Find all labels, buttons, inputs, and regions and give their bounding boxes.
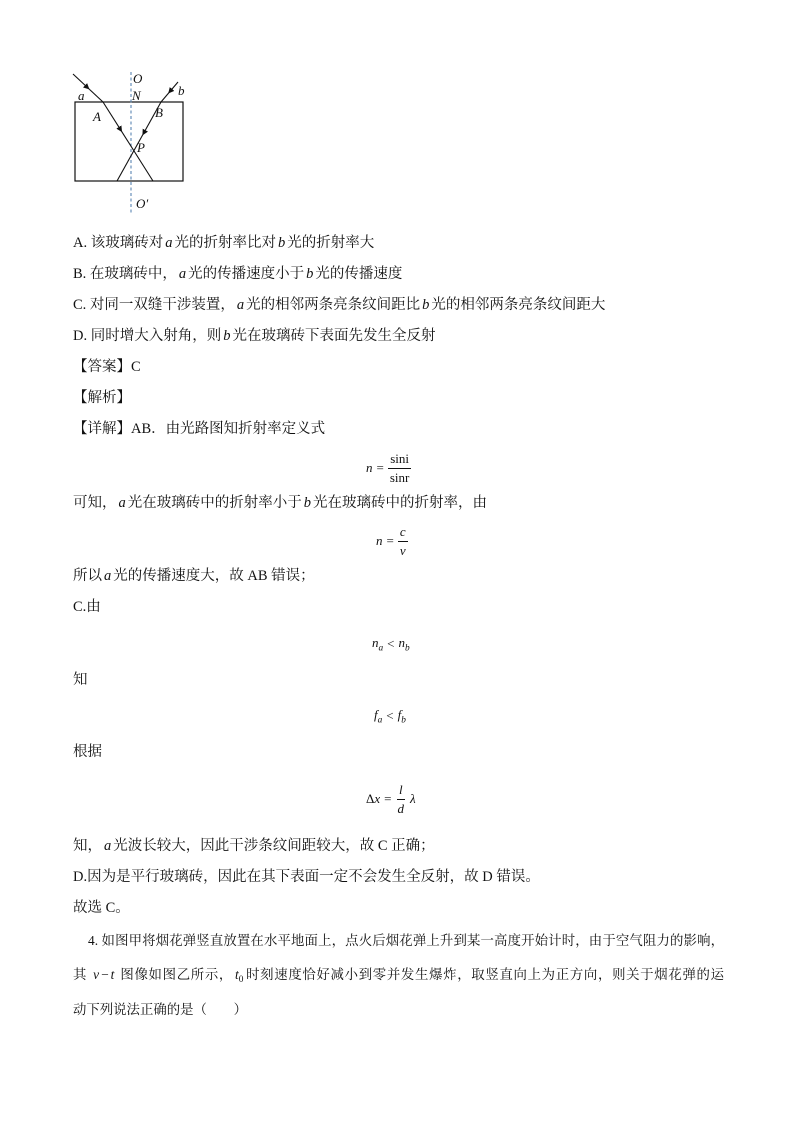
fraction-numerator: sini bbox=[388, 451, 411, 469]
text-run: 光在玻璃砖中的折射率，由 bbox=[313, 495, 487, 511]
analysis-heading bbox=[73, 388, 131, 408]
fraction bbox=[396, 782, 407, 817]
math-subscript: 0 bbox=[238, 974, 244, 985]
text-run: 光的折射率比对 bbox=[174, 235, 276, 251]
solution-line-c-conclusion bbox=[73, 836, 435, 856]
formula-frequency-compare bbox=[374, 706, 406, 726]
text-run: 对同一双缝干涉装置， bbox=[86, 297, 235, 313]
formula-right-sub: b bbox=[405, 643, 410, 654]
math-variable: a bbox=[118, 495, 126, 511]
option-d-label: D. bbox=[73, 328, 88, 344]
option-c-text bbox=[86, 297, 605, 313]
fraction-denominator: v bbox=[399, 542, 406, 558]
formula-right bbox=[399, 635, 410, 653]
text-run: D.因为是平行玻璃砖，因此在其下表面一定不会发生全反射，故 D 错误。 bbox=[73, 869, 540, 885]
option-c-label: C. bbox=[73, 297, 87, 313]
solution-line-according bbox=[73, 742, 102, 762]
label-P: P bbox=[137, 140, 145, 155]
formula-left-var: n bbox=[372, 634, 379, 650]
text-run: 同时增大入射角，则 bbox=[87, 328, 222, 344]
option-a-label: A. bbox=[73, 235, 88, 251]
text-run: 该玻璃砖对 bbox=[87, 235, 164, 251]
formula-left-sub: a bbox=[377, 715, 383, 726]
solution-line-index-compare bbox=[73, 493, 487, 513]
solution-line-speed bbox=[73, 566, 315, 586]
question-4-line-2 bbox=[73, 965, 724, 990]
label-A: A bbox=[93, 109, 101, 124]
option-a-text bbox=[87, 235, 374, 251]
math-variable: a bbox=[165, 235, 173, 251]
math-variable: b bbox=[303, 495, 311, 511]
option-c bbox=[73, 295, 605, 315]
text-run: 光在玻璃砖中的折射率小于 bbox=[127, 495, 302, 511]
math-variable: t bbox=[110, 967, 115, 982]
math-variable: b bbox=[422, 297, 430, 313]
fraction-denominator: sinr bbox=[389, 469, 410, 485]
formula-right-var: f bbox=[397, 706, 402, 722]
option-d-text bbox=[87, 328, 435, 344]
answer-label: 【答案】 bbox=[73, 359, 131, 375]
math-variable: b bbox=[306, 266, 314, 282]
label-B: B bbox=[155, 105, 163, 120]
text-run: 所以 bbox=[73, 568, 102, 584]
detail-text: AB．由光路图知折射率定义式 bbox=[131, 421, 326, 437]
option-a bbox=[73, 233, 374, 253]
text-run: 知 bbox=[73, 672, 88, 688]
solution-line-know bbox=[73, 670, 88, 690]
text-run: 光的传播速度大，故 AB 错误； bbox=[113, 568, 315, 584]
fraction bbox=[388, 451, 412, 486]
formula-index-compare bbox=[372, 634, 410, 654]
label-a: a bbox=[78, 88, 85, 103]
solution-line-choose bbox=[73, 898, 130, 918]
math-variable: $t_0$ bbox=[235, 967, 244, 985]
text-run: 光的折射率大 bbox=[287, 235, 375, 251]
formula-lhs: n bbox=[366, 460, 373, 475]
answer-value: C bbox=[131, 359, 141, 375]
math-variable: v bbox=[93, 967, 100, 982]
detail-line bbox=[73, 419, 325, 439]
formula-refraction-index bbox=[366, 449, 411, 487]
math-variable: a bbox=[104, 838, 112, 854]
option-b bbox=[73, 264, 402, 284]
text-run: 光的传播速度 bbox=[315, 266, 403, 282]
option-b-label: B. bbox=[73, 266, 87, 282]
text-run: 可知， bbox=[73, 495, 117, 511]
text-run: 光的传播速度小于 bbox=[188, 266, 305, 282]
text-run: 时刻速度恰好减小到零并发生爆炸，取竖直向上为正方向，则关于烟花弹的运 bbox=[245, 967, 724, 982]
math-variable: b bbox=[277, 235, 286, 251]
text-run: C.由 bbox=[73, 599, 101, 615]
option-b-text bbox=[86, 266, 402, 282]
answer-line bbox=[73, 357, 141, 377]
formula-right-var: n bbox=[398, 634, 406, 650]
fraction-numerator: l bbox=[397, 782, 405, 800]
formula-operator: < bbox=[386, 708, 394, 723]
text-run: 故选 C。 bbox=[73, 900, 130, 916]
formula-equals: = bbox=[376, 460, 384, 475]
formula-lambda: λ bbox=[410, 791, 416, 806]
text-run: 在玻璃砖中， bbox=[86, 266, 177, 282]
formula-right-sub: b bbox=[401, 715, 406, 726]
formula-x: x bbox=[374, 791, 381, 806]
text-run: 动下列说法正确的是（ ） bbox=[73, 1002, 248, 1017]
solution-line-d bbox=[73, 867, 540, 887]
solution-line-c-from bbox=[73, 597, 101, 617]
text-run: − bbox=[101, 967, 109, 982]
text-run: 根据 bbox=[73, 744, 102, 760]
text-run: 光在玻璃砖下表面先发生全反射 bbox=[232, 328, 436, 344]
text-run: 知， bbox=[73, 838, 102, 854]
text-run: 光的相邻两条亮条纹间距大 bbox=[431, 297, 606, 313]
fraction-denominator: d bbox=[397, 800, 404, 816]
option-d bbox=[73, 326, 435, 346]
analysis-label: 【解析】 bbox=[73, 390, 131, 406]
fraction-numerator: c bbox=[398, 524, 408, 542]
text-run: 4. 如图甲将烟花弹竖直放置在水平地面上，点火后烟花弹上升到某一高度开始计时，由于空气阻力的影响， bbox=[88, 933, 724, 948]
formula-left bbox=[372, 635, 383, 653]
text-run: 光波长较大，因此干涉条纹间距较大，故 C 正确； bbox=[113, 838, 435, 854]
formula-delta-x bbox=[366, 791, 380, 807]
text-run: 其 bbox=[73, 967, 92, 982]
ray-b-incident bbox=[161, 82, 178, 102]
formula-delta: Δ bbox=[366, 791, 375, 806]
fraction bbox=[398, 524, 408, 559]
formula-equals: = bbox=[386, 533, 394, 548]
text-run: 光的相邻两条亮条纹间距比 bbox=[246, 297, 421, 313]
formula-left bbox=[374, 707, 382, 725]
formula-left-var: f bbox=[374, 706, 378, 722]
light-path-diagram bbox=[0, 0, 220, 230]
glass-brick bbox=[75, 102, 183, 181]
label-N: N bbox=[132, 88, 141, 103]
formula-left-sub: a bbox=[378, 643, 384, 654]
formula-lhs: n bbox=[376, 533, 383, 548]
formula-right bbox=[398, 707, 406, 725]
math-variable: b bbox=[223, 328, 231, 344]
formula-fringe-spacing bbox=[366, 780, 416, 818]
formula-speed bbox=[376, 522, 408, 560]
label-O-prime: O′ bbox=[136, 196, 149, 211]
question-4-line-3 bbox=[73, 1000, 247, 1020]
formula-operator: < bbox=[387, 636, 395, 651]
label-b: b bbox=[178, 83, 185, 98]
math-variable: a bbox=[104, 568, 112, 584]
ray-a-refracted bbox=[103, 102, 153, 181]
detail-label: 【详解】 bbox=[73, 421, 131, 437]
label-O: O bbox=[133, 71, 143, 86]
math-variable: a bbox=[236, 297, 245, 313]
question-4-line-1 bbox=[88, 931, 724, 951]
math-variable: a bbox=[178, 266, 187, 282]
formula-equals: = bbox=[384, 791, 392, 806]
text-run: 图像如图乙所示， bbox=[116, 967, 233, 982]
